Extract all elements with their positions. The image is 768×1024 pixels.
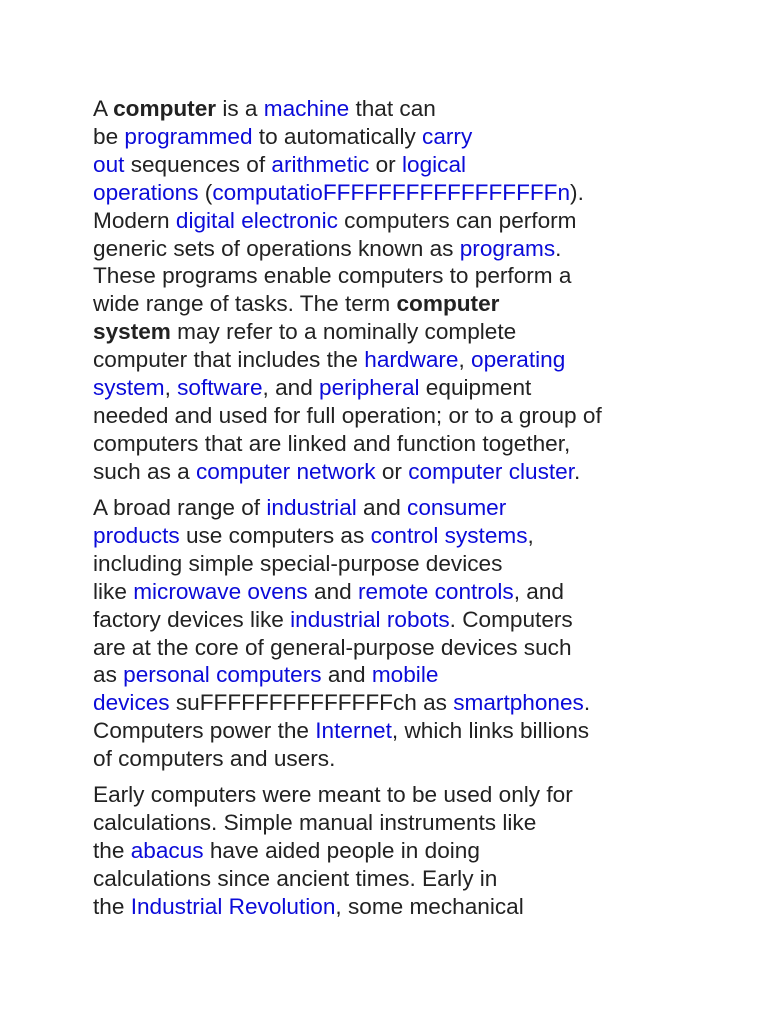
text-line bbox=[93, 402, 602, 430]
hyperlink[interactable]: computer network bbox=[196, 458, 376, 484]
text-run: sequences of bbox=[124, 151, 272, 177]
text-run: wide range of tasks. The term bbox=[93, 291, 397, 317]
hyperlink[interactable]: programmed bbox=[124, 123, 253, 149]
text-line bbox=[93, 550, 590, 578]
hyperlink[interactable]: personal computers bbox=[123, 662, 322, 688]
text-run: or bbox=[369, 151, 402, 177]
hyperlink[interactable]: industrial robots bbox=[290, 606, 450, 632]
text-line bbox=[93, 809, 573, 837]
text-run: calculations since ancient times. Early in bbox=[93, 865, 498, 891]
hyperlink[interactable]: digital electronic bbox=[175, 207, 338, 233]
text-run: , some mechanical bbox=[335, 893, 524, 919]
text-run: A broad range of bbox=[93, 495, 267, 520]
text-line bbox=[93, 151, 602, 179]
hyperlink[interactable]: software bbox=[177, 375, 263, 401]
paragraph-computer-definition bbox=[93, 95, 602, 486]
hyperlink[interactable]: operations bbox=[93, 179, 199, 205]
paragraph-computer-uses bbox=[93, 494, 590, 773]
text-run: the bbox=[93, 837, 131, 863]
text-line bbox=[93, 235, 602, 263]
text-run: and bbox=[321, 662, 372, 688]
text-line bbox=[93, 634, 590, 662]
hyperlink[interactable]: computatioFFFFFFFFFFFFFFFFFn bbox=[212, 179, 571, 205]
text-run: , and bbox=[262, 375, 320, 401]
text-run: computers can perform bbox=[337, 207, 577, 233]
text-line bbox=[93, 179, 602, 207]
text-line bbox=[93, 290, 602, 318]
text-run: have aided people in doing bbox=[203, 837, 480, 863]
text-run: Early computers were meant to be used only for bbox=[93, 782, 573, 807]
text-run: use computers as bbox=[179, 522, 371, 548]
hyperlink[interactable]: carry bbox=[422, 123, 473, 149]
bold-term: system bbox=[93, 319, 171, 345]
text-line bbox=[93, 578, 590, 606]
hyperlink[interactable]: programs bbox=[459, 235, 556, 261]
text-run: , bbox=[164, 375, 178, 401]
hyperlink[interactable]: computer cluster bbox=[408, 458, 574, 484]
hyperlink[interactable]: remote controls bbox=[358, 578, 514, 604]
text-line bbox=[93, 717, 590, 745]
text-run: , and bbox=[513, 578, 564, 604]
text-line bbox=[93, 661, 590, 689]
text-run: calculations. Simple manual instruments like bbox=[93, 809, 537, 835]
text-run: . bbox=[574, 458, 581, 484]
text-line bbox=[93, 745, 590, 773]
text-run: needed and used for full operation; or to a group of bbox=[93, 402, 602, 428]
text-run: may refer to a nominally complete bbox=[170, 319, 517, 345]
hyperlink[interactable]: logical bbox=[401, 151, 467, 177]
text-line bbox=[93, 494, 590, 522]
hyperlink[interactable]: microwave ovens bbox=[133, 578, 308, 604]
text-line bbox=[93, 430, 602, 458]
text-run: , bbox=[527, 522, 534, 548]
text-run: . bbox=[583, 690, 591, 716]
hyperlink[interactable]: system bbox=[93, 375, 165, 401]
text-run: is a bbox=[216, 96, 264, 121]
hyperlink[interactable]: arithmetic bbox=[271, 151, 370, 177]
text-line bbox=[93, 123, 602, 151]
text-run: ). bbox=[570, 179, 584, 205]
hyperlink[interactable]: Industrial Revolution bbox=[130, 893, 336, 919]
paragraph-early-computers bbox=[93, 781, 573, 921]
text-run: that can bbox=[349, 96, 436, 121]
hyperlink[interactable]: control systems bbox=[370, 522, 528, 548]
hyperlink[interactable]: Internet bbox=[315, 718, 392, 744]
text-line bbox=[93, 689, 590, 717]
text-run: and bbox=[307, 578, 358, 604]
text-line bbox=[93, 318, 602, 346]
text-line bbox=[93, 458, 602, 486]
text-run: computers that are linked and function together, bbox=[93, 430, 571, 456]
text-run: or bbox=[375, 458, 409, 484]
text-line bbox=[93, 865, 573, 893]
hyperlink[interactable]: industrial bbox=[266, 495, 357, 520]
text-run: ( bbox=[198, 179, 213, 205]
text-run: including simple special-purpose devices bbox=[93, 550, 503, 576]
bold-term: computer bbox=[396, 291, 500, 317]
text-line bbox=[93, 346, 602, 374]
text-run: factory devices like bbox=[93, 606, 291, 632]
text-run: . bbox=[555, 235, 562, 261]
text-run: . Computers bbox=[449, 606, 573, 632]
text-line bbox=[93, 207, 602, 235]
text-line bbox=[93, 374, 602, 402]
hyperlink[interactable]: machine bbox=[263, 96, 350, 121]
text-line bbox=[93, 262, 602, 290]
hyperlink[interactable]: abacus bbox=[130, 837, 204, 863]
text-line bbox=[93, 837, 573, 865]
hyperlink[interactable]: devices bbox=[93, 690, 170, 716]
text-run: Computers power the bbox=[93, 718, 316, 744]
hyperlink[interactable]: smartphones bbox=[453, 690, 584, 716]
hyperlink[interactable]: products bbox=[93, 522, 180, 548]
text-run: , which links billions bbox=[391, 718, 590, 744]
bold-term: computer bbox=[113, 96, 217, 121]
hyperlink[interactable]: operating bbox=[471, 347, 566, 373]
text-run: equipment bbox=[419, 375, 532, 401]
text-line bbox=[93, 606, 590, 634]
text-run: suFFFFFFFFFFFFFFch as bbox=[169, 690, 454, 716]
text-run: , bbox=[458, 347, 472, 373]
hyperlink[interactable]: out bbox=[93, 151, 125, 177]
text-run: generic sets of operations known as bbox=[93, 235, 460, 261]
hyperlink[interactable]: mobile bbox=[371, 662, 439, 688]
text-line bbox=[93, 781, 573, 809]
text-run: A bbox=[93, 96, 114, 121]
hyperlink[interactable]: peripheral bbox=[319, 375, 420, 401]
hyperlink[interactable]: hardware bbox=[364, 347, 459, 373]
text-run: and bbox=[356, 495, 408, 520]
text-run: of computers and users. bbox=[93, 746, 336, 772]
text-run: like bbox=[93, 578, 134, 604]
text-run: computer that includes the bbox=[93, 347, 365, 373]
text-run: such as a bbox=[93, 458, 196, 484]
text-run: to automatically bbox=[252, 123, 423, 149]
text-line bbox=[93, 95, 602, 123]
text-line bbox=[93, 893, 573, 921]
text-run: be bbox=[93, 123, 125, 149]
text-run: Modern bbox=[93, 207, 176, 233]
hyperlink[interactable]: consumer bbox=[407, 495, 507, 520]
text-run: as bbox=[93, 662, 124, 688]
text-run: These programs enable computers to perform a bbox=[93, 263, 572, 289]
text-run: are at the core of general-purpose devices such bbox=[93, 634, 572, 660]
text-run: the bbox=[93, 893, 131, 919]
text-line bbox=[93, 522, 590, 550]
